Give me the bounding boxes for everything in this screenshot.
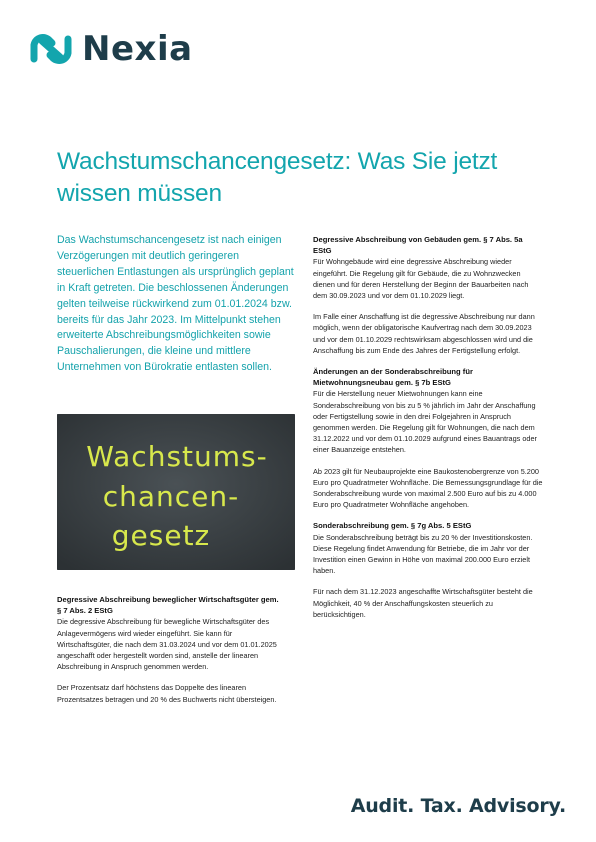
section-mietwohnungsneubau	[313, 366, 543, 510]
brand-tagline: Audit. Tax. Advisory.	[350, 795, 566, 817]
section-degressive-gebaeude	[313, 234, 543, 356]
section-paragraph: Für nach dem 31.12.2023 angeschaffte Wirtschaftsgüter besteht die Möglichkeit, 40 % der Anschaffungskosten steuerlich zu berücksichtigen.	[313, 587, 533, 619]
section-paragraph: Für die Herstellung neuer Mietwohnungen kann eine Sonderabschreibung von bis zu 5 % jährlich im Jahr der Anschaffung oder Fertigstellung sowie in den drei Folgejahren in Anspruch genommen werden. Die Regelung gilt für Wohnungen, die nach dem 31.12.2022 und vor dem 01.10.2029 aufgrund eines Bauantrags oder einer Bauanzeige entstehen.	[313, 389, 537, 455]
section-heading: Degressive Abschreibung von Gebäuden gem. § 7 Abs. 5a EStG	[313, 235, 523, 256]
section-paragraph: Die degressive Abschreibung für bewegliche Wirtschaftsgüter des Anlagevermögens wird wieder eingeführt. Sie kann für Wirtschaftsgüter, die nach dem 31.03.2024 und vor dem 01.01.2025 angeschafft oder hergestellt worden sind, anstelle der linearen Abschreibung in Anspruch genommen werden.	[57, 617, 277, 672]
section-heading: Änderungen an der Sonderabschreibung für Mietwohnungsneubau gem. § 7b EStG	[313, 367, 473, 388]
column-right	[313, 234, 543, 630]
section-heading: Degressive Abschreibung beweglicher Wirtschaftsgüter gem. § 7 Abs. 2 EStG	[57, 595, 279, 616]
column-left	[57, 594, 279, 715]
chalkboard-image	[57, 414, 295, 570]
section-degressive-bewegliche	[57, 594, 279, 705]
section-paragraph: Der Prozentsatz darf höchstens das Doppelte des linearen Prozentsatzes betragen und 20 % des Buchwerts nicht übersteigen.	[57, 683, 277, 704]
brand-name: Nexia	[82, 29, 193, 69]
section-paragraph: Die Sonderabschreibung beträgt bis zu 20 % der Investitionskosten. Diese Regelung findet Anwendung für Betriebe, die im Jahr vor der Investition einen Gewinn in Höhe von maximal 200.000 Euro erzielt haben.	[313, 532, 533, 576]
section-paragraph: Für Wohngebäude wird eine degressive Abschreibung wieder eingeführt. Die Regelung gilt für Gebäude, die zu Wohnzwecken dienen und für deren Herstellung der Beginn der Bauarbeiten nach dem 30.09.2023 und vor dem 01.10.2029 liegt.	[313, 257, 529, 301]
nexia-logo	[28, 26, 193, 72]
chalk-line-2: chancen-	[102, 480, 240, 513]
nexia-logo-icon	[28, 29, 74, 69]
article-intro: Das Wachstumschancengesetz ist nach einigen Verzögerungen mit deutlich geringeren steuerlichen Entlastungen als ursprünglich geplant in Kraft getreten. Die beschlossenen Änderungen gelten teilweise rückwirkend zum 01.01.2024 bzw. bereits für das Jahr 2023. Im Mittelpunkt stehen erweiterte Abschreibungsmöglichkeiten sowie Pauschalierungen, die kleine und mittlere Unternehmen von Bürokratie entlasten sollen.	[57, 234, 294, 374]
section-sonderabschreibung-7g	[313, 520, 543, 620]
chalk-line-1: Wachstums-	[86, 440, 268, 473]
section-heading: Sonderabschreibung gem. § 7g Abs. 5 EStG	[313, 521, 472, 531]
section-paragraph: Ab 2023 gilt für Neubauprojekte eine Baukostenobergrenze von 5.200 Euro pro Quadratmeter Wohnfläche. Die Bemessungsgrundlage für die Sonderabschreibung wurde von maximal 2.500 Euro auf bis zu 4.000 Euro pro Quadratmeter Wohnfläche angehoben.	[313, 466, 543, 510]
chalk-line-3: gesetz	[111, 519, 211, 552]
article-title: Wachstumschancengesetz: Was Sie jetzt wissen müssen	[57, 148, 498, 207]
section-paragraph: Im Falle einer Anschaffung ist die degressive Abschreibung nur dann möglich, wenn der obligatorische Kaufvertrag nach dem 30.09.2023 und vor dem 01.10.2029 rechtswirksam abgeschlossen wird und die Anschaffung bis zum Ende des Jahres der Fertigstellung erfolgt.	[313, 312, 535, 355]
